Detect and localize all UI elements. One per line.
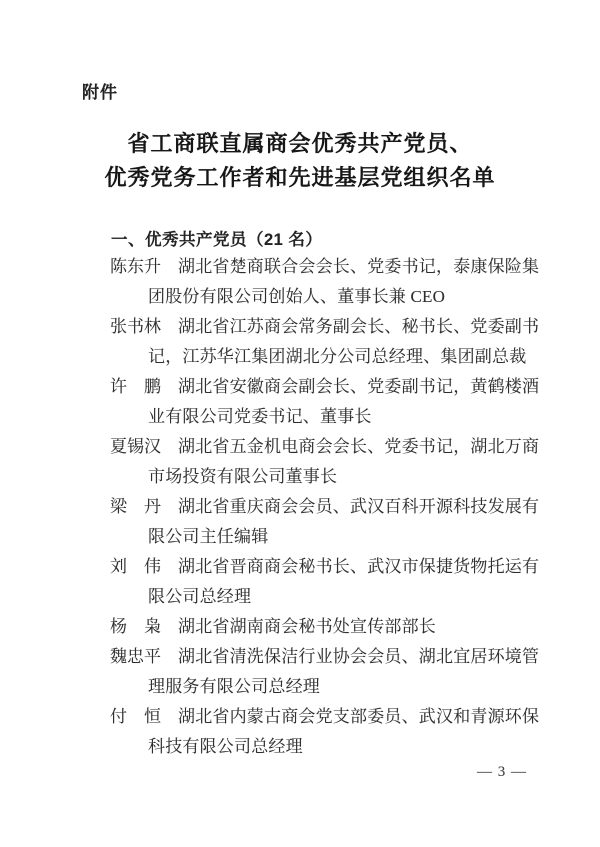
member-entry	[110, 642, 570, 702]
member-name: 刘伟	[110, 557, 161, 576]
member-desc-line1: 湖北省安徽商会副会长、党委副书记，黄鹤楼酒	[178, 377, 540, 396]
page-number: — 3 —	[477, 764, 527, 780]
document-title	[0, 127, 600, 195]
member-name: 梁丹	[110, 497, 161, 516]
member-desc-line1: 湖北省晋商商会秘书长、武汉市保捷货物托运有	[178, 557, 540, 576]
member-desc-line2: 记，江苏华江集团湖北分公司总经理、集团副总裁	[148, 347, 527, 366]
member-desc-line1: 湖北省湖南商会秘书处宣传部部长	[178, 617, 436, 636]
member-entry	[110, 372, 570, 432]
member-entry	[110, 702, 570, 762]
member-desc-line1: 湖北省重庆商会会员、武汉百科开源科技发展有	[178, 497, 540, 516]
section-heading: 一、优秀共产党员（21 名）	[111, 231, 323, 249]
member-desc-line2: 团股份有限公司创始人、董事长兼 CEO	[148, 287, 446, 306]
member-desc-line1: 湖北省清洗保洁行业协会会员、湖北宜居环境管	[178, 647, 540, 666]
document-title-line2: 优秀党务工作者和先进基层党组织名单	[104, 165, 496, 190]
member-desc-line1: 湖北省江苏商会常务副会长、秘书长、党委副书	[178, 317, 540, 336]
member-desc-line1: 湖北省五金机电商会会长、党委书记，湖北万商	[178, 437, 540, 456]
member-entry	[110, 492, 570, 552]
member-name: 魏忠平	[110, 647, 161, 666]
member-desc-line1: 湖北省楚商联合会会长、党委书记，泰康保险集	[178, 257, 540, 276]
member-name: 陈东升	[110, 257, 161, 276]
member-list	[110, 252, 570, 762]
member-entry	[110, 552, 570, 612]
member-desc-line2: 科技有限公司总经理	[148, 737, 303, 756]
member-name: 夏锡汉	[110, 437, 161, 456]
member-desc-line2: 理服务有限公司总经理	[148, 677, 320, 696]
member-name: 付恒	[110, 707, 161, 726]
member-entry	[110, 252, 570, 312]
attachment-label: 附件	[82, 83, 118, 102]
document-title-line1: 省工商联直属商会优秀共产党员、	[127, 131, 473, 156]
member-name: 许鹏	[110, 377, 161, 396]
member-name: 杨枭	[110, 617, 161, 636]
member-desc-line2: 市场投资有限公司董事长	[148, 467, 338, 486]
member-entry	[110, 312, 570, 372]
member-desc-line1: 湖北省内蒙古商会党支部委员、武汉和青源环保	[178, 707, 540, 726]
member-desc-line2: 业有限公司党委书记、董事长	[148, 407, 372, 426]
member-desc-line2: 限公司总经理	[148, 587, 252, 606]
member-entry	[110, 432, 570, 492]
member-desc-line2: 限公司主任编辑	[148, 527, 269, 546]
member-entry	[110, 612, 570, 642]
member-name: 张书林	[110, 317, 161, 336]
